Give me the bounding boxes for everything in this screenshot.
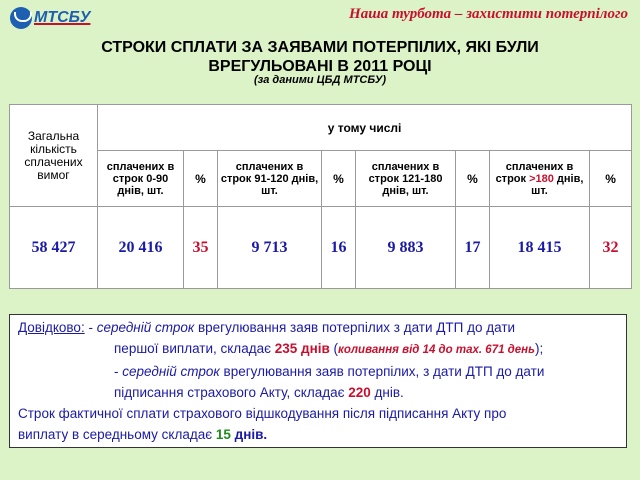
notes-text: врегулювання заяв потерпілих з дати ДТП до дати <box>194 320 516 335</box>
pct-91-120: 16 <box>322 207 356 289</box>
avg-days-act-signing: 220 <box>348 385 371 400</box>
logo <box>10 6 102 30</box>
notes-line-6 <box>18 424 618 445</box>
notes-text: першої виплати, складає <box>114 341 275 356</box>
notes-emphasis: середній строк <box>122 364 220 379</box>
pct-0-90: 35 <box>184 207 218 289</box>
col-header-pct-0-90: % <box>184 151 218 207</box>
page-title <box>60 38 580 76</box>
notes-text: виплату в середньому складає <box>18 427 216 442</box>
logo-text: МТСБУ <box>34 9 91 26</box>
notes-text: врегулювання заяв потерпілих, з дати ДТП до дати <box>219 364 545 379</box>
avg-days-first-payment: 235 днів <box>274 341 330 356</box>
notes-text: ); <box>534 341 544 356</box>
notes-text: ( <box>329 341 339 356</box>
notes-text: днів. <box>230 427 268 442</box>
payment-terms-table <box>9 104 632 289</box>
pct-121-180: 17 <box>456 207 490 289</box>
avg-days-actual-payment: 15 <box>215 427 231 442</box>
reference-notes <box>9 314 627 448</box>
notes-line-2 <box>18 338 618 361</box>
notes-line-1 <box>18 317 618 338</box>
logo-emblem-icon <box>10 7 32 29</box>
pct-over-180: 32 <box>590 207 632 289</box>
col-header-121-180: сплачених в строк 121-180 днів, шт. <box>356 151 456 207</box>
count-91-120: 9 713 <box>218 207 322 289</box>
notes-line-4 <box>18 382 618 403</box>
title-line-2: ВРЕГУЛЬОВАНІ В 2011 РОЦІ <box>208 58 432 75</box>
col-header-0-90: сплачених в строк 0-90 днів, шт. <box>98 151 184 207</box>
notes-emphasis: середній строк <box>96 320 195 335</box>
col-header-91-120: сплачених в строк 91-120 днів, шт. <box>218 151 322 207</box>
total-claims-value: 58 427 <box>10 207 98 289</box>
count-0-90: 20 416 <box>98 207 184 289</box>
total-claims-header: Загальна кількість сплачених вимог <box>10 105 98 207</box>
notes-lead: Довідково: <box>18 320 85 335</box>
col-header-pct-121-180: % <box>456 151 490 207</box>
col-header-over-180-post: днів, шт. <box>531 172 584 197</box>
col-header-over-180-threshold: >180 <box>529 172 554 185</box>
slogan: Наша турбота – захистити потерпілого <box>349 6 628 22</box>
notes-text: днів. <box>370 385 404 400</box>
col-header-over-180 <box>490 151 590 207</box>
count-121-180: 9 883 <box>356 207 456 289</box>
page-subtitle: (за даними ЦБД МТСБУ) <box>253 74 387 86</box>
notes-text: - <box>84 320 97 335</box>
title-line-1: СТРОКИ СПЛАТИ ЗА ЗАЯВАМИ ПОТЕРПІЛИХ, ЯКІ БУЛИ <box>101 39 539 56</box>
col-header-pct-91-120: % <box>322 151 356 207</box>
col-header-pct-over-180: % <box>590 151 632 207</box>
col-header-over-180-pre: сплачених в строк <box>495 160 574 185</box>
notes-line-5: Строк фактичної сплати страхового відшкодування після підписання Акту про <box>18 406 507 421</box>
group-header: у тому числі <box>98 105 632 151</box>
notes-line-3 <box>18 361 618 382</box>
days-range-note: коливання від 14 до max. 671 день <box>338 344 535 356</box>
count-over-180: 18 415 <box>490 207 590 289</box>
notes-text: - <box>114 364 123 379</box>
notes-text: підписання страхового Акту, складає <box>114 385 349 400</box>
